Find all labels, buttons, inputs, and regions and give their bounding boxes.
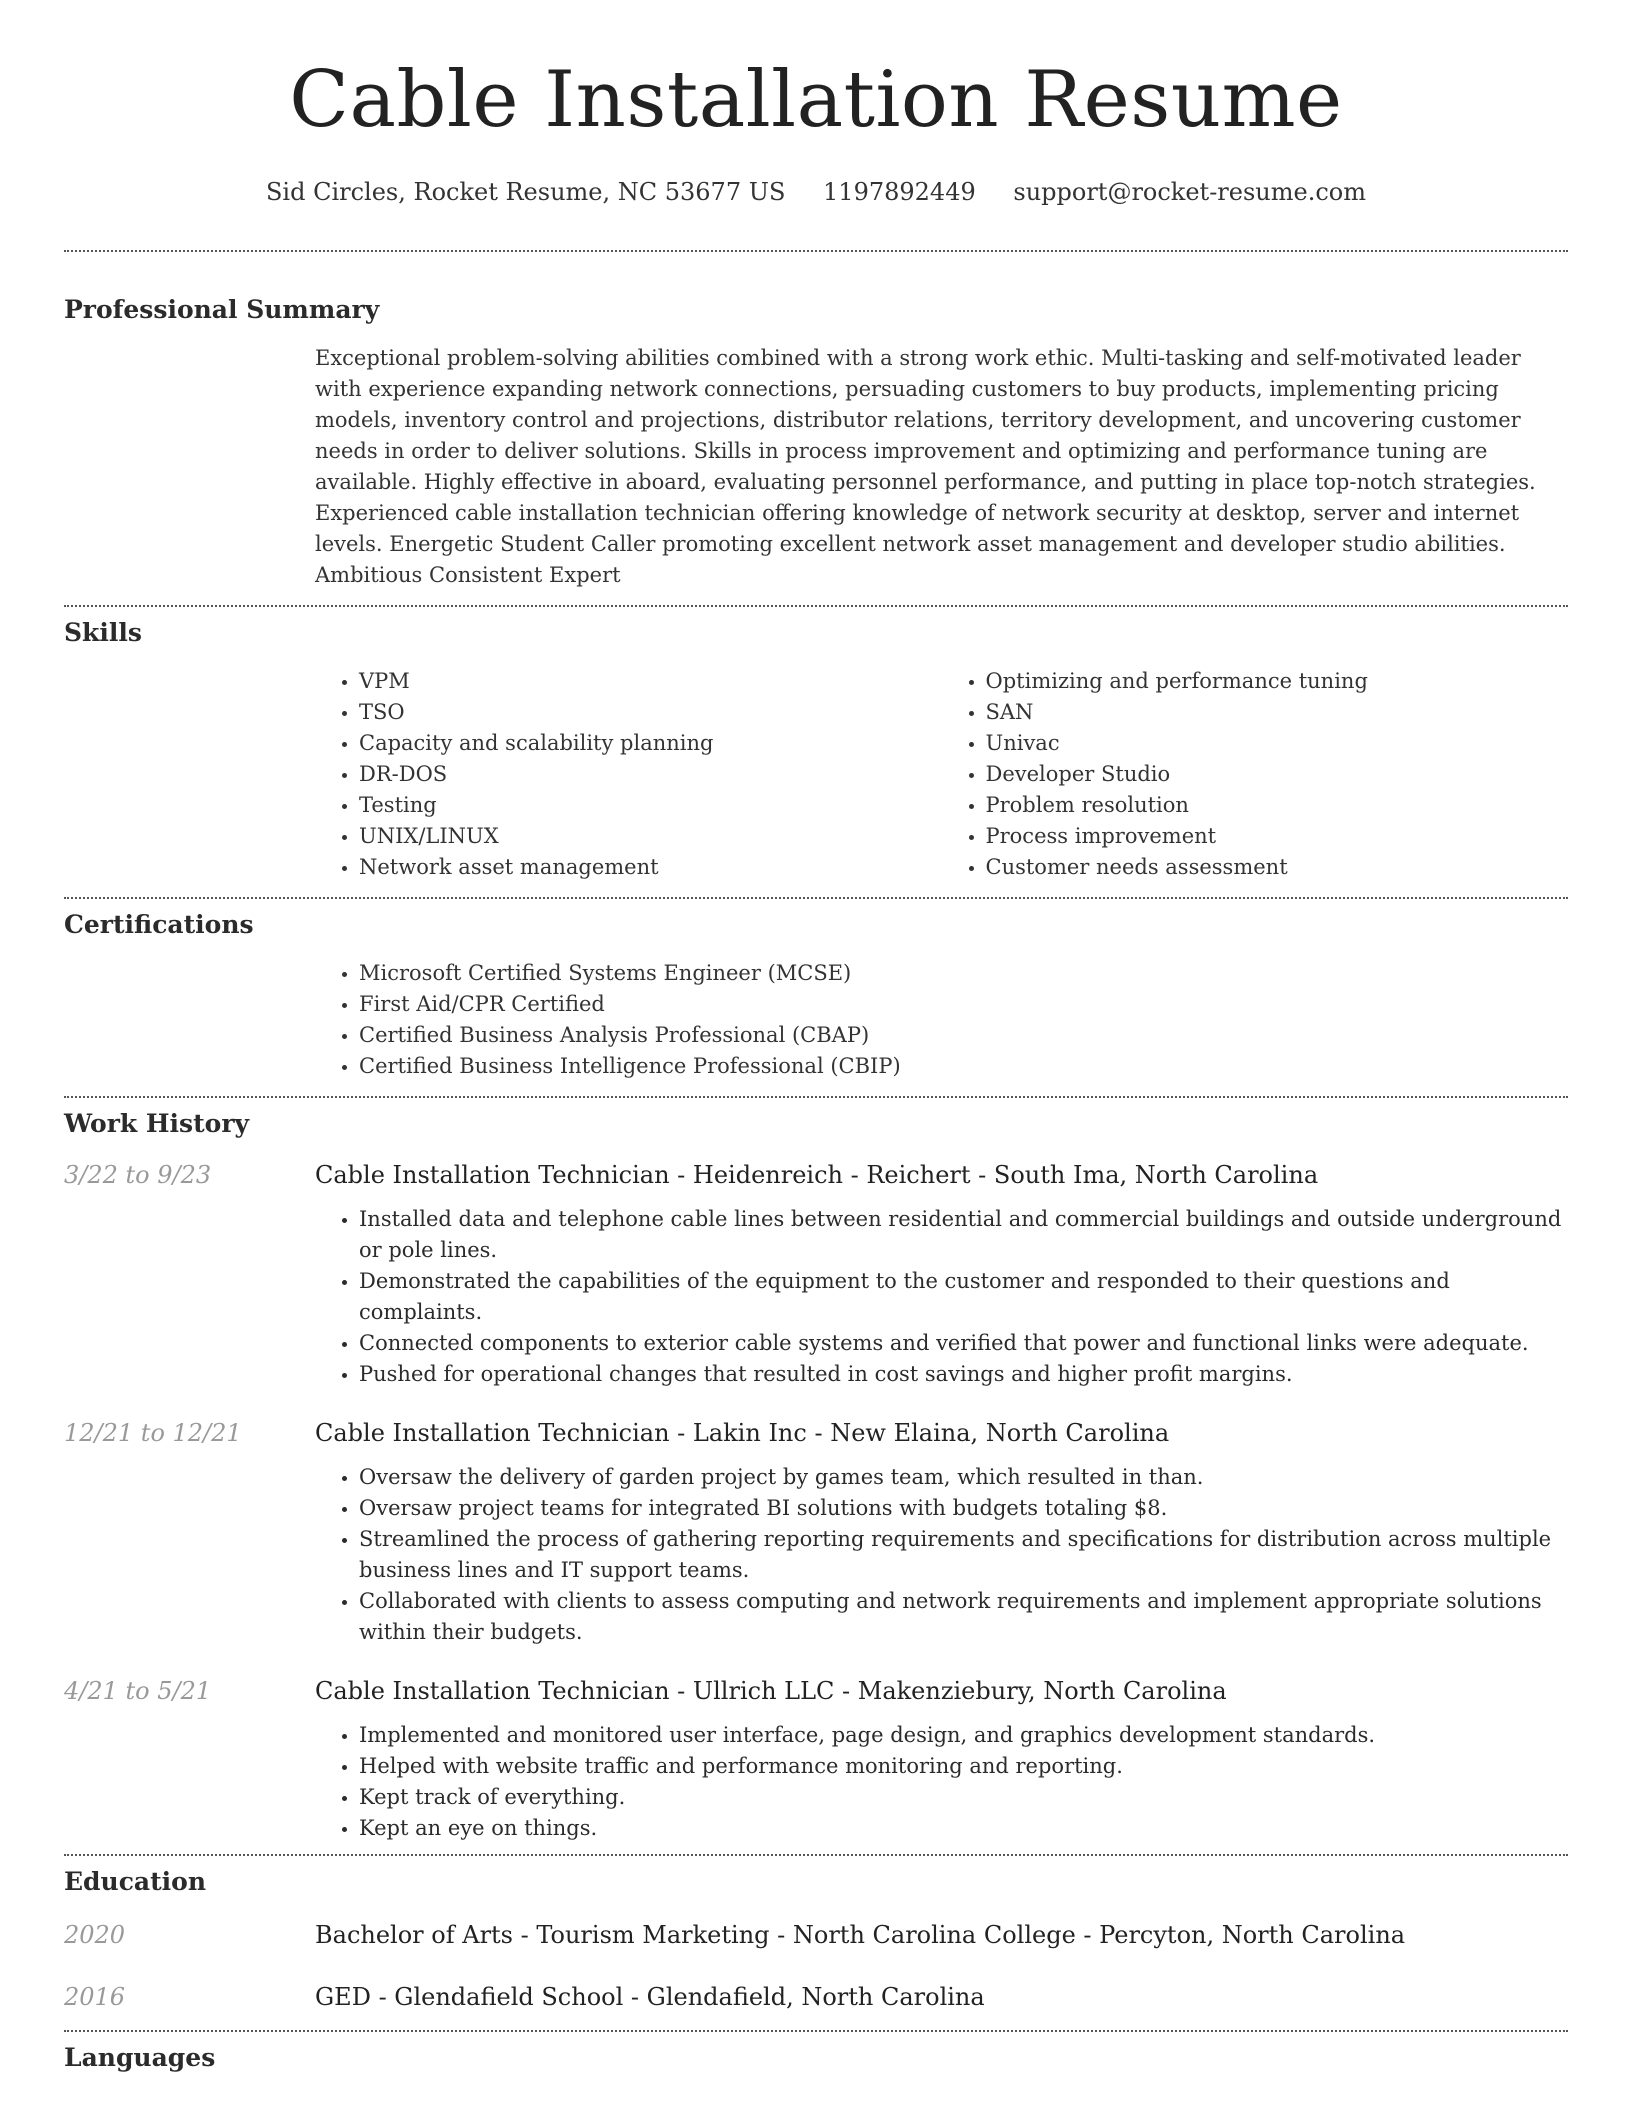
section-education <box>64 1856 1568 2030</box>
job-bullets <box>315 1720 1568 1844</box>
education-entry <box>64 1952 1568 2030</box>
job-bullet: • Implemented and monitored user interface, page design, and graphics development standards. <box>359 1720 1568 1751</box>
certifications-list <box>315 958 1568 1082</box>
skills-list-right <box>942 666 1569 883</box>
section-heading: Skills <box>64 618 142 647</box>
section-heading: Work History <box>64 1109 250 1138</box>
education-date: 2016 <box>64 1983 126 2011</box>
job-bullet: • Kept track of everything. <box>359 1782 1568 1813</box>
section-skills <box>64 607 1568 897</box>
certification-item: • Microsoft Certified Systems Engineer (MCSE) <box>359 958 1568 989</box>
skill-item: • VPM <box>359 666 942 697</box>
skill-item: • Network asset management <box>359 852 942 883</box>
education-date: 2020 <box>64 1921 126 1949</box>
resume-page <box>64 0 1568 2074</box>
section-languages <box>64 2032 1568 2074</box>
skill-item: • TSO <box>359 697 942 728</box>
skill-item: • SAN <box>986 697 1569 728</box>
resume-title: Cable Installation Resume <box>289 55 1343 145</box>
certification-item: • Certified Business Intelligence Professional (CBIP) <box>359 1051 1568 1082</box>
skills-list-left <box>315 666 942 883</box>
contact-address: Sid Circles, Rocket Resume, NC 53677 US <box>265 178 786 206</box>
section-certifications <box>64 899 1568 1096</box>
contact-email: support@rocket-resume.com <box>1013 178 1366 206</box>
education-title: Bachelor of Arts - Tourism Marketing - North Carolina College - Percyton, North Carolina <box>315 1921 1406 1949</box>
section-heading: Certifications <box>64 910 254 939</box>
job-bullet: • Connected components to exterior cable systems and verified that power and functional links were adequate. <box>359 1328 1568 1359</box>
skill-item: • Customer needs assessment <box>986 852 1569 883</box>
contact-phone: 1197892449 <box>823 178 976 206</box>
job-entry <box>64 1390 1568 1648</box>
section-work-history <box>64 1098 1568 1854</box>
section-professional-summary <box>64 252 1568 605</box>
job-title: Cable Installation Technician - Lakin Inc - New Elaina, North Carolina <box>315 1419 1170 1447</box>
section-heading: Professional Summary <box>64 295 380 324</box>
job-date: 4/21 to 5/21 <box>64 1677 212 1705</box>
skill-item: • DR-DOS <box>359 759 942 790</box>
job-title: Cable Installation Technician - Heidenreich - Reichert - South Ima, North Carolina <box>315 1161 1319 1189</box>
skill-item: • Process improvement <box>986 821 1569 852</box>
job-date: 3/22 to 9/23 <box>64 1161 212 1189</box>
skill-item: • Optimizing and performance tuning <box>986 666 1569 697</box>
job-bullets <box>315 1462 1568 1648</box>
job-bullet: • Streamlined the process of gathering reporting requirements and specifications for distribution across multiple business lines and IT support teams. <box>359 1524 1568 1586</box>
skill-item: • Problem resolution <box>986 790 1569 821</box>
certification-item: • First Aid/CPR Certified <box>359 989 1568 1020</box>
job-title: Cable Installation Technician - Ullrich LLC - Makenziebury, North Carolina <box>315 1677 1227 1705</box>
contact-line <box>64 176 1568 208</box>
education-title: GED - Glendafield School - Glendafield, North Carolina <box>315 1983 985 2011</box>
section-heading: Education <box>64 1867 207 1896</box>
skill-item: • Univac <box>986 728 1569 759</box>
skill-item: • Testing <box>359 790 942 821</box>
job-entry <box>64 1140 1568 1390</box>
job-bullet: • Collaborated with clients to assess computing and network requirements and implement appropriate solutions within their budgets. <box>359 1586 1568 1648</box>
job-bullet: • Installed data and telephone cable lines between residential and commercial buildings and outside underground or pole lines. <box>359 1204 1568 1266</box>
education-entry <box>64 1898 1568 1952</box>
resume-header <box>64 0 1568 208</box>
job-bullet: • Oversaw the delivery of garden project by games team, which resulted in than. <box>359 1462 1568 1493</box>
job-date: 12/21 to 12/21 <box>64 1419 242 1447</box>
skill-item: • UNIX/LINUX <box>359 821 942 852</box>
job-bullet: • Helped with website traffic and performance monitoring and reporting. <box>359 1751 1568 1782</box>
skill-item: • Developer Studio <box>986 759 1569 790</box>
job-bullet: • Demonstrated the capabilities of the equipment to the customer and responded to their questions and complaints. <box>359 1266 1568 1328</box>
skill-item: • Capacity and scalability planning <box>359 728 942 759</box>
certification-item: • Certified Business Analysis Professional (CBAP) <box>359 1020 1568 1051</box>
job-bullet: • Kept an eye on things. <box>359 1813 1568 1844</box>
job-bullets <box>315 1204 1568 1390</box>
job-entry <box>64 1648 1568 1854</box>
summary-text: Exceptional problem-solving abilities combined with a strong work ethic. Multi-tasking and self-motivated leader with experience expanding network connections, persuading customers to buy products, implementing pricing models, inventory control and projections, distributor relations, territory development, and uncovering customer needs in order to deliver solutions. Skills in process improvement and optimizing and performance tuning are available. Highly effective in aboard, evaluating personnel performance, and putting in place top-notch strategies. Experienced cable installation technician offering knowledge of network security at desktop, server and internet levels. Energetic Student Caller promoting excellent network asset management and developer studio abilities. Ambitious Consistent Expert <box>315 346 1536 587</box>
job-bullet: • Oversaw project teams for integrated BI solutions with budgets totaling $8. <box>359 1493 1568 1524</box>
section-heading: Languages <box>64 2043 216 2072</box>
job-bullet: • Pushed for operational changes that resulted in cost savings and higher profit margins. <box>359 1359 1568 1390</box>
